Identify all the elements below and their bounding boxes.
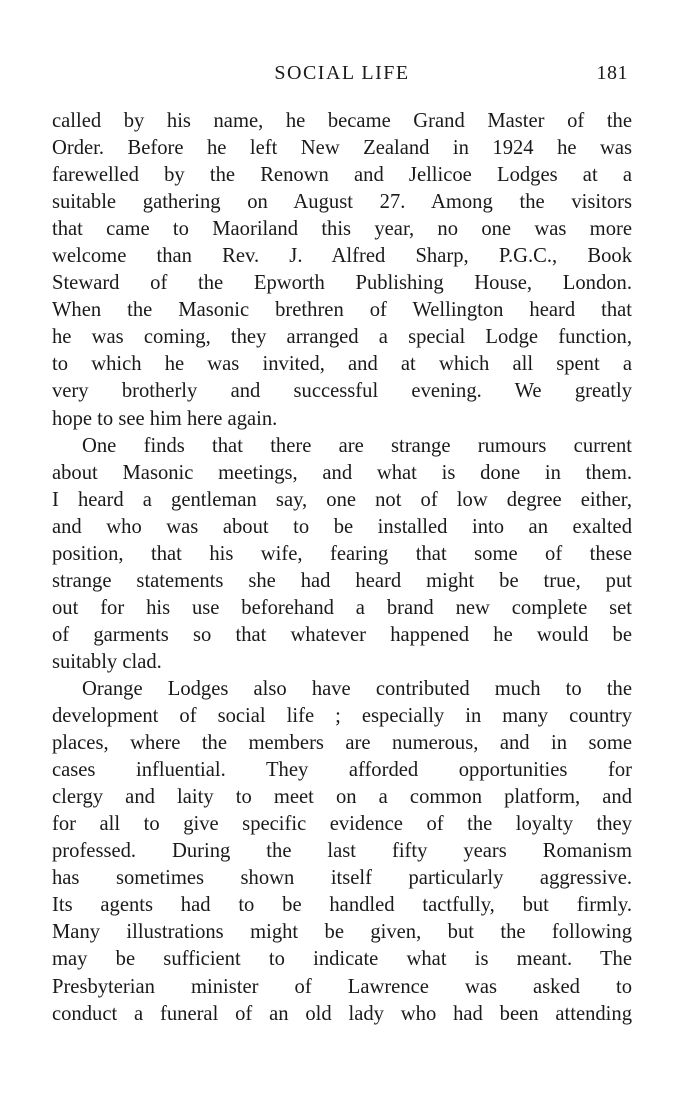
text-line: Many illustrations might be given, but the following [52, 921, 632, 944]
text-line: Order. Before he left New Zealand in 1924 he was [52, 137, 632, 160]
text-line: places, where the members are numerous, and in some [52, 732, 632, 755]
text-line: development of social life ; especially in many country [52, 705, 632, 728]
body-text [52, 108, 632, 1028]
text-line: I heard a gentleman say, one not of low degree either, [52, 488, 632, 511]
text-line: strange statements she had heard might be true, put [52, 569, 632, 592]
text-line: has sometimes shown itself particularly aggressive. [52, 867, 632, 890]
text-line: welcome than Rev. J. Alfred Sharp, P.G.C., Book [52, 245, 632, 268]
text-line: Its agents had to be handled tactfully, but firmly. [52, 894, 632, 917]
text-line: may be sufficient to indicate what is meant. The [52, 948, 632, 971]
text-line: he was coming, they arranged a special Lodge function, [52, 326, 632, 349]
text-line: that came to Maoriland this year, no one was more [52, 218, 632, 241]
text-line: Orange Lodges also have contributed much to the [82, 677, 632, 700]
page-number: 181 [596, 62, 628, 84]
text-line: cases influential. They afforded opportunities for [52, 759, 632, 782]
paragraph [52, 433, 632, 676]
running-head [52, 58, 632, 94]
text-line: clergy and laity to meet on a common platform, and [52, 786, 632, 809]
text-line: professed. During the last fifty years Romanism [52, 840, 632, 863]
text-line: hope to see him here again. [52, 407, 278, 430]
paragraph [52, 676, 632, 1028]
text-line: for all to give specific evidence of the loyalty they [52, 813, 632, 836]
text-line: suitably clad. [52, 650, 162, 673]
text-line: Steward of the Epworth Publishing House, London. [52, 272, 632, 295]
text-line: and who was about to be installed into an exalted [52, 515, 632, 538]
text-line: out for his use beforehand a brand new complete set [52, 596, 632, 619]
text-line: of garments so that whatever happened he would be [52, 623, 632, 646]
text-line: conduct a funeral of an old lady who had been attending [52, 1002, 632, 1025]
text-line: When the Masonic brethren of Wellington heard that [52, 299, 632, 322]
text-line: to which he was invited, and at which all spent a [52, 353, 632, 376]
book-page [52, 58, 632, 1028]
text-line: Presbyterian minister of Lawrence was asked to [52, 975, 632, 998]
text-line: farewelled by the Renown and Jellicoe Lodges at a [52, 164, 632, 187]
text-line: One finds that there are strange rumours current [82, 434, 632, 457]
text-line: about Masonic meetings, and what is done in them. [52, 461, 632, 484]
paragraph [52, 108, 632, 433]
text-line: called by his name, he became Grand Master of the [52, 110, 632, 132]
text-line: suitable gathering on August 27. Among the visitors [52, 191, 632, 214]
text-line: very brotherly and successful evening. We greatly [52, 380, 632, 403]
text-line: position, that his wife, fearing that some of these [52, 542, 632, 565]
running-title: SOCIAL LIFE [274, 62, 410, 84]
